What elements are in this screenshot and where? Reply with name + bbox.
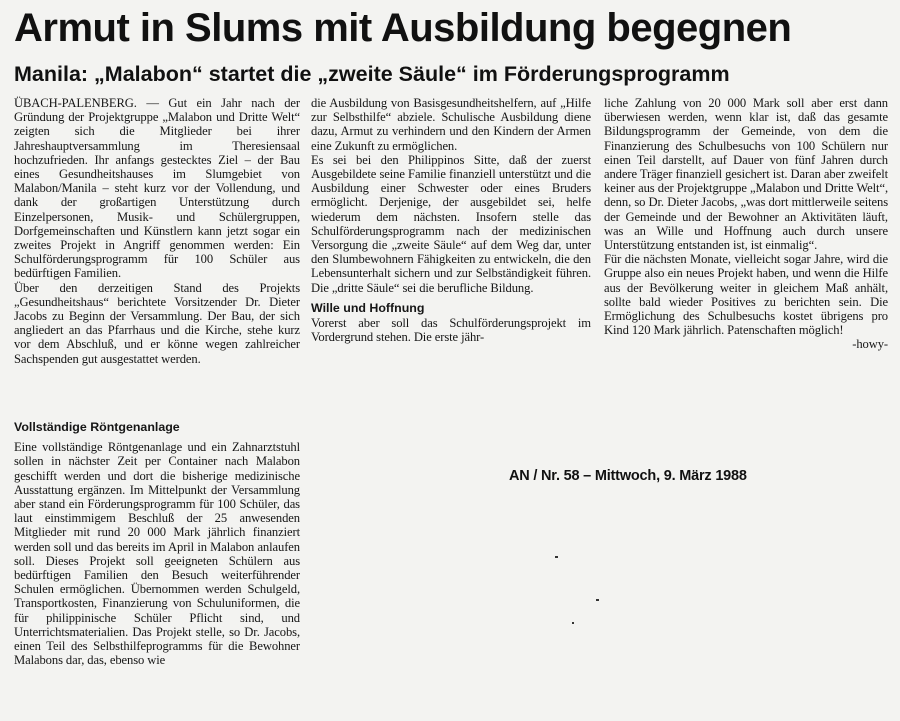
paragraph-intro: ÜBACH-PALENBERG. — Gut ein Jahr nach der Gründung der Projektgruppe „Malabon und Dritte Welt“ zeigten sich die Mitglieder bei ihrer Jahreshauptversammlung im Theresiensaal hochzufrieden. Ihr anfangs gestecktes Ziel – der Bau eines Gesundheitshauses im Slumgebiet von Malabon/Manila – steht kurz vor der Vollendung, und dank der großartigen Unterstützung durch Einzelpersonen, Musik- und Schülergruppen, Dorfgemeinschaften und Künstlern kann jetzt sogar ein zweites Projekt in Angriff genommen werden: Ein Schulförderungsprogramm für 100 Schüler aus bedürftigen Familien. <box>14 96 300 281</box>
section-subtitle-roentgen: Vollständige Röntgenanlage <box>14 420 180 434</box>
paragraph-roentgen: Eine vollständige Röntgenanlage und ein Zahnarztstuhl sollen in nächster Zeit per Container nach Malabon geschifft werden und dort die bisherige medizinische Ausstattung ergänzen. Im Mittelpunkt der Versammlung aber stand ein Förderungsprogramm für 100 Schüler, das laut einstimmigem Beschluß der 25 anwesenden Mitglieder mit rund 20 000 Mark jährlich finanziert werden soll und das bereits im April in Malabon anlaufen soll. Dieses Projekt soll geeigneten Schülern aus bedürftigen Familien den Besuch weiterführender Schulen ermöglichen. Übernommen werden Schulgeld, Transportkosten, Finanzierung von Schuluniformen, die für philippinische Schüler Pflicht sind, und Unterrichtsmaterialien. Das Projekt stelle, so Dr. Jacobs, einen Teil des Selbsthilfeprogramms für die Bewohner Malabons dar, das, ebenso wie <box>14 440 300 668</box>
paragraph-status: Über den derzeitigen Stand des Projekts „Gesundheitshaus“ berichtete Vorsitzender Dr. Dieter Jacobs zu Beginn der Versammlung. Der Bau, der sich angliedert an das Pfarrhaus und die Kirche, stehe kurz vor dem Abschluß, und er könne wegen zahlreicher Sachspenden gut ausgestattet werden. <box>14 280 300 366</box>
paragraph-philippinos: Es sei bei den Philippinos Sitte, daß der zuerst Ausgebildete seine Familie finanziell unterstützt und die Ausbildung einer Schwester oder eines Bruders ermöglicht. Derjenige, der ausgebildet sei, helfe wiederum dem nächsten. Insofern stelle das Schulförderungsprogramm nach der medizinischen Versorgung die „zweite Säule“ auf dem Weg dar, unter den Slumbewohnern Fähigkeiten zu entwickeln, die den Lebensunterhalt sichern und zur Selbständigkeit führen. Die „dritte Säule“ sei die berufliche Bildung. <box>311 152 591 295</box>
dateline: AN / Nr. 58 – Mittwoch, 9. März 1988 <box>509 468 747 484</box>
paragraph-zahlung: liche Zahlung von 20 000 Mark soll aber erst dann überwiesen werden, wenn klar ist, daß das gesamte Bildungsprogramm der Gemeinde, von dem die Finanzierung des Schulbesuchs von 100 Schülern nur einen Teil darstellt, auf Dauer von fünf Jahren durch andere Träger finanziell gesichert ist. Daran aber zweifelt keiner aus der Projektgruppe „Malabon und Dritte Welt“, denn, so Dr. Dieter Jacobs, „was dort mittlerweile seitens der Gemeinde und der Bewohner an Aktivitäten läuft, was an Wille und Hoffnung auch durch unsere Unterstützung entstanden ist, ist einmalig“. <box>604 96 888 253</box>
subheadline: Manila: „Malabon“ startet die „zweite Säule“ im Förderungsprogramm <box>14 62 730 86</box>
paragraph-selbsthilfe: die Ausbildung von Basisgesundheitshelfern, auf „Hilfe zur Selbsthilfe“ abziele. Schulische Ausbildung diene dazu, Armut zu verhindern und den Kindern der Armen eine Zukunft zu ermöglichen. <box>311 96 591 153</box>
paragraph-vorerst: Vorerst aber soll das Schulförderungsprojekt im Vordergrund stehen. Die erste jähr- <box>311 316 591 345</box>
headline: Armut in Slums mit Ausbildung begegnen <box>14 6 792 50</box>
scan-speck <box>596 599 599 601</box>
article-column-1-lower <box>14 420 300 667</box>
author-signature: -howy- <box>852 337 888 352</box>
article-column-1 <box>14 96 300 366</box>
scan-speck <box>555 556 558 558</box>
paragraph-naechste-monate: Für die nächsten Monate, vielleicht sogar Jahre, wird die Gruppe also ein neues Projekt haben, und wenn die Hilfe aus der Bevölkerung weiter in gleichem Maß anhält, sollte bald wieder Positives zu berichten sein. Die Ermöglichung des Schulbesuchs kostet übrigens pro Kind 120 Mark jährlich. Patenschaften möglich! <box>604 252 888 338</box>
article-column-2 <box>311 96 591 344</box>
article-column-3 <box>604 96 888 352</box>
section-subtitle-wille: Wille und Hoffnung <box>311 300 425 315</box>
scan-speck <box>572 622 574 624</box>
